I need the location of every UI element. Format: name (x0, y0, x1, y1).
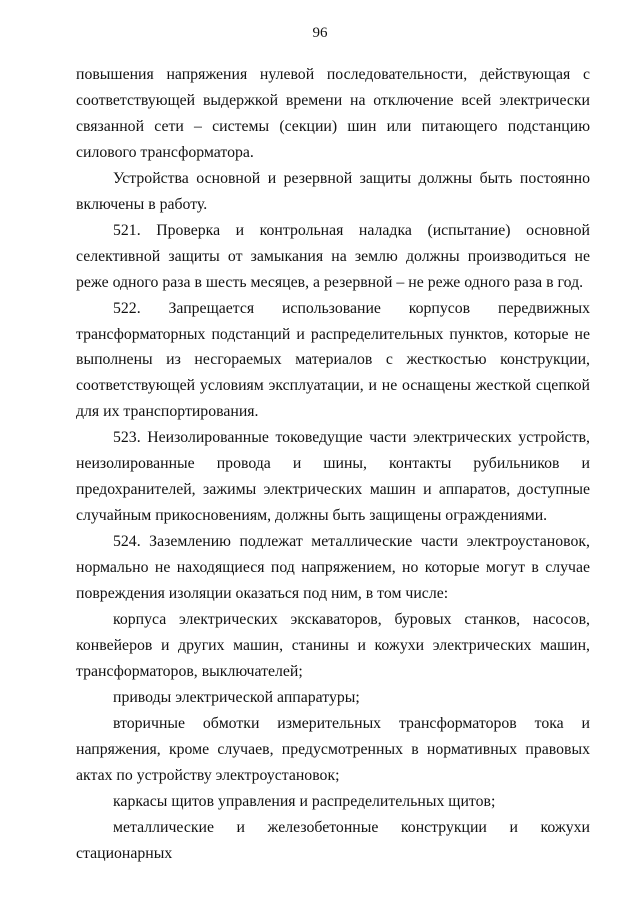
paragraph-524: 524. Заземлению подлежат металлические части электроустановок, нормально не находящиеся под напряжением, но которые могут в случае повреждения изоляции оказаться под ним, в том числе: (76, 533, 590, 603)
list-item-metal-structures: металлические и железобетонные конструкции и кожухи стационарных (76, 818, 590, 862)
list-item-control-panels: каркасы щитов управления и распределительных щитов; (113, 792, 496, 810)
page-number: 96 (312, 25, 328, 41)
list-item-actuators: приводы электрической аппаратуры; (113, 688, 360, 706)
paragraph-523: 523. Неизолированные токоведущие части электрических устройств, неизолированные провода и шины, контакты рубильников и предохранителей, зажимы электрических машин и аппаратов, доступные случайным прикосновениям, должны быть защищены ограждениями. (76, 429, 590, 525)
paragraph-522: 522. Запрещается использование корпусов передвижных трансформаторных подстанций и распределительных пунктов, которые не выполнены из несгораемых материалов с жесткостью конструкции, соответствующей условиям эксплуатации, и не оснащены жесткой сцепкой для их транспортирования. (76, 299, 590, 421)
list-item-machine-housings: корпуса электрических экскаваторов, буровых станков, насосов, конвейеров и других машин, станины и кожухи электрических машин, трансформаторов, выключателей; (76, 611, 590, 680)
list-item-secondary-windings: вторичные обмотки измерительных трансформаторов тока и напряжения, кроме случаев, предусмотренных в нормативных правовых актах по устройству электроустановок; (76, 714, 590, 784)
paragraph-protection-devices: Устройства основной и резервной защиты должны быть постоянно включены в работу. (76, 169, 590, 213)
document-body (76, 62, 590, 867)
paragraph-521: 521. Проверка и контрольная наладка (испытание) основной селективной защиты от замыкания на землю должны производиться не реже одного раза в шесть месяцев, а резервной – не реже одного раза в год. (76, 221, 590, 291)
paragraph-continuation: повышения напряжения нулевой последовательности, действующая с соответствующей выдержкой времени на отключение всей электрически связанной сети – системы (секции) шин или питающего подстанцию силового трансформатора. (76, 66, 590, 161)
